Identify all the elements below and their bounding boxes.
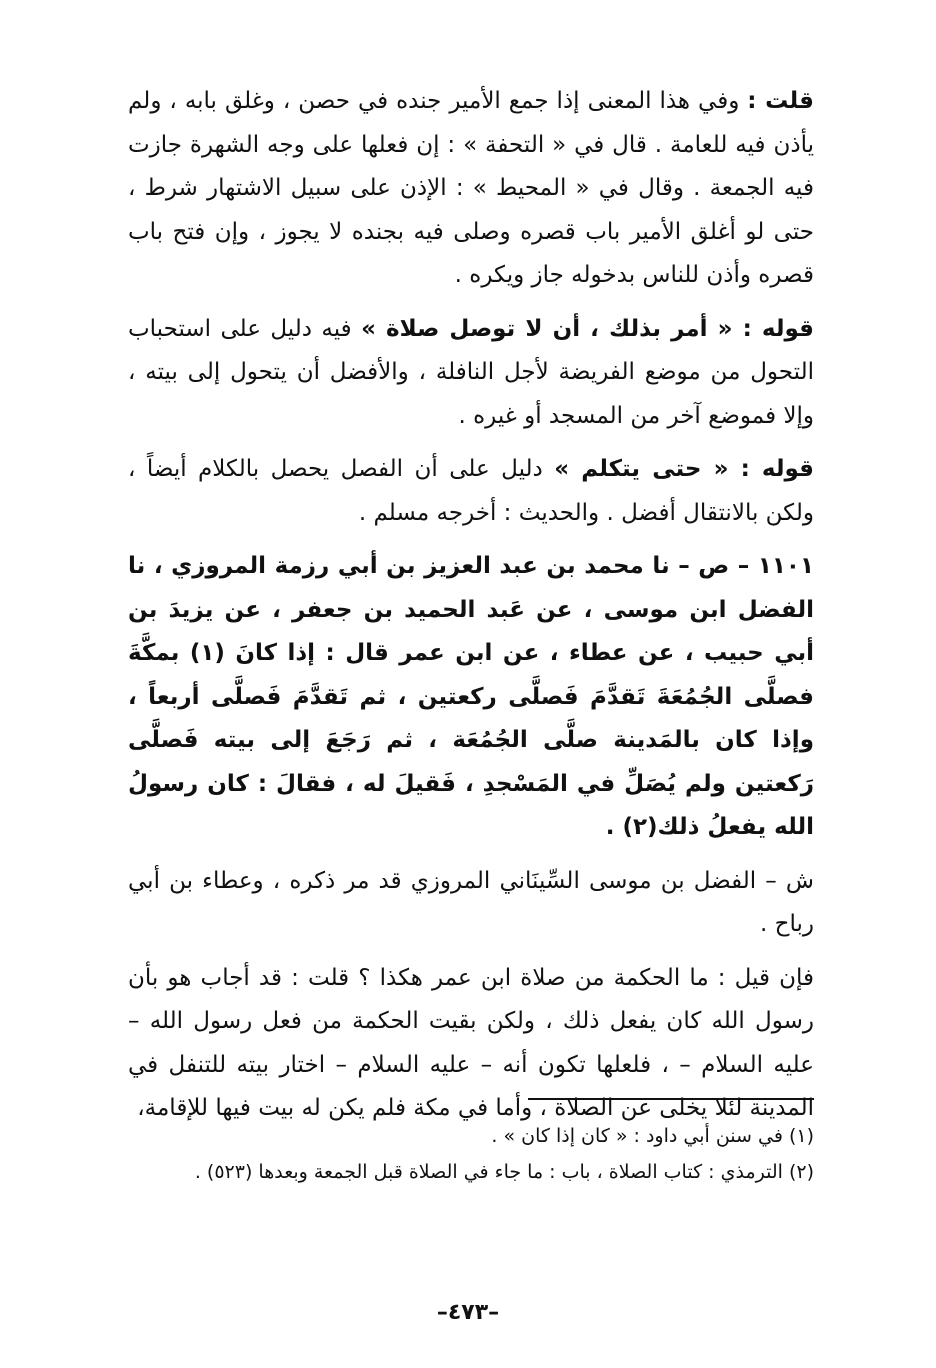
footnotes — [128, 1118, 814, 1190]
footnote-divider — [528, 1098, 814, 1100]
paragraph-3 — [128, 448, 814, 535]
main-text — [128, 80, 814, 1141]
hadith-text: ١١٠١ – ص – نا محمد بن عبد العزيز بن أبي رزمة المروزي ، نا الفضل ابن موسى ، عن عَبد الحميد بن جعفر ، عن يزيدَ بن أبي حبيب ، عن عطاء ، عن ابن عمر قال : إذا كانَ (١) بمكَّةَ فصلَّى الجُمُعَةَ تَقدَّمَ فَصلَّى ركعتين ، ثم تَقدَّمَ فَصلَّى أربعاً ، وإذا كان بالمَدينة صلَّى الجُمُعَة ، ثم رَجَعَ إلى بيته فَصلَّى رَكعتين ولم يُصَلِّ في المَسْجدِ ، فَقيلَ له ، فقالَ : كان رسولُ الله يفعلُ ذلك(٢) . — [128, 553, 814, 840]
paragraph-2 — [128, 308, 814, 439]
paragraph-1-text: وفي هذا المعنى إذا جمع الأمير جنده في حصن ، وغلق بابه ، ولم يأذن فيه للعامة . قال في « التحفة » : إن فعلها على وجه الشهرة جازت فيه الجمعة . وقال في « المحيط » : الإذن على سبيل الاشتهار شرط ، حتى لو أغلق الأمير باب قصره وصلى فيه بجنده لا يجوز ، وإن فتح باب قصره وأذن للناس بدخوله جاز ويكره . — [128, 88, 814, 288]
explanation-1: ش – الفضل بن موسى السِّينَاني المروزي قد مر ذكره ، وعطاء بن أبي رباح . — [128, 867, 814, 937]
paragraph-3-text: دليل على أن الفصل يحصل بالكلام أيضاً ، ولكن بالانتقال أفضل . والحديث : أخرجه مسلم . — [128, 456, 814, 526]
explanation-2: فإن قيل : ما الحكمة من صلاة ابن عمر هكذا ؟ قلت : قد أجاب هو بأن رسول الله كان يفعل ذلك ، ولكن بقيت الحكمة من فعل رسول الله –عليه السلام – ، فلعلها تكون أنه – عليه السلام – اختار بيته للتنفل في المدينة لئلا يخلى عن الصلاة ، وأما في مكة فلم يكن له بيت فيها للإقامة، — [128, 964, 814, 1121]
page-number: –٤٧٣– — [436, 1300, 500, 1325]
footnote-2: (٢) الترمذي : كتاب الصلاة ، باب : ما جاء في الصلاة قبل الجمعة وبعدها (٥٢٣) . — [194, 1161, 814, 1183]
paragraph-2-text: فيه دليل على استحباب التحول من موضع الفريضة لأجل النافلة ، والأفضل أن يتحول إلى بيته ، وإلا فموضع آخر من المسجد أو غيره . — [128, 315, 814, 429]
paragraph-2-lead: قوله : « أمر بذلك ، أن لا توصل صلاة » — [361, 315, 814, 342]
paragraph-1 — [128, 80, 814, 298]
paragraph-1-lead: قلت : — [747, 88, 814, 114]
paragraph-3-lead: قوله : « حتى يتكلم » — [554, 456, 814, 482]
footnote-1: (١) في سنن أبي داود : « كان إذا كان » . — [491, 1125, 814, 1147]
